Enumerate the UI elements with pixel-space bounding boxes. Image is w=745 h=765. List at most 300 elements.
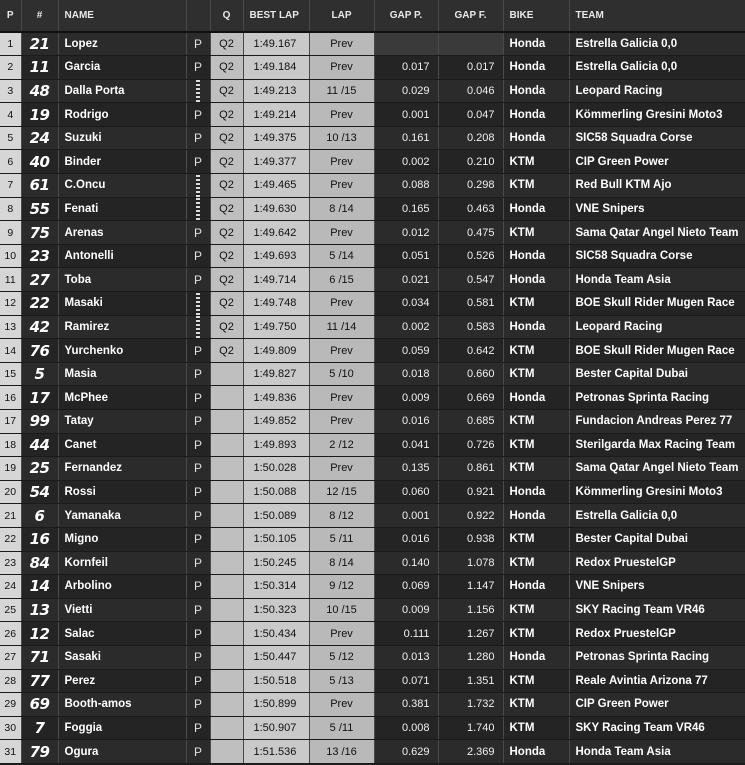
position-cell: 6 <box>0 150 21 174</box>
header-gap-prev[interactable]: GAP P. <box>374 0 438 32</box>
gap-previous: 0.381 <box>374 693 438 717</box>
best-lap-time: 1:49.714 <box>243 268 309 292</box>
qualifying-group <box>210 410 243 434</box>
rider-name: Ogura <box>58 740 186 764</box>
rider-number: 54 <box>21 480 58 504</box>
lap-count: 11 /15 <box>309 79 374 103</box>
gap-first: 0.210 <box>438 150 503 174</box>
position-cell: 4 <box>0 103 21 127</box>
qualifying-group <box>210 480 243 504</box>
best-lap-time: 1:50.105 <box>243 527 309 551</box>
pit-indicator: P <box>186 716 210 740</box>
header-lap[interactable]: LAP <box>309 0 374 32</box>
gap-previous: 0.060 <box>374 480 438 504</box>
rider-name: Masaki <box>58 292 186 316</box>
lap-count: 11 /14 <box>309 315 374 339</box>
table-row[interactable] <box>0 103 745 127</box>
lap-count: Prev <box>309 410 374 434</box>
rider-name: Migno <box>58 527 186 551</box>
position-cell: 19 <box>0 457 21 481</box>
best-lap-time: 1:50.089 <box>243 504 309 528</box>
qualifying-group: Q2 <box>210 244 243 268</box>
header-team[interactable]: TEAM <box>569 0 745 32</box>
gap-first: 2.369 <box>438 740 503 764</box>
rider-name: Toba <box>58 268 186 292</box>
rider-number: 48 <box>21 79 58 103</box>
table-row[interactable] <box>0 126 745 150</box>
rider-name: Dalla Porta <box>58 79 186 103</box>
best-lap-time: 1:50.518 <box>243 669 309 693</box>
position-cell: 14 <box>0 339 21 363</box>
bike-manufacturer: Honda <box>503 126 569 150</box>
position-cell: 29 <box>0 693 21 717</box>
bike-manufacturer: Honda <box>503 244 569 268</box>
gap-first: 1.147 <box>438 575 503 599</box>
table-row[interactable] <box>0 433 745 457</box>
team-name: Petronas Sprinta Racing <box>569 645 745 669</box>
pit-indicator: P <box>186 362 210 386</box>
gap-previous: 0.002 <box>374 150 438 174</box>
best-lap-time: 1:50.907 <box>243 716 309 740</box>
team-name: Sama Qatar Angel Nieto Team <box>569 221 745 245</box>
rider-name: Sasaki <box>58 645 186 669</box>
pit-indicator: P <box>186 150 210 174</box>
lap-count: Prev <box>309 221 374 245</box>
gap-previous: 0.001 <box>374 103 438 127</box>
qualifying-group <box>210 598 243 622</box>
rider-name: Rodrigo <box>58 103 186 127</box>
best-lap-time: 1:50.447 <box>243 645 309 669</box>
rider-number: 16 <box>21 527 58 551</box>
gap-first: 0.938 <box>438 527 503 551</box>
rider-name: Booth-amos <box>58 693 186 717</box>
pit-indicator: P <box>186 622 210 646</box>
qualifying-group <box>210 362 243 386</box>
gap-previous: 0.051 <box>374 244 438 268</box>
rider-name: C.Oncu <box>58 174 186 198</box>
bike-manufacturer: KTM <box>503 598 569 622</box>
lap-count: Prev <box>309 339 374 363</box>
team-name: SIC58 Squadra Corse <box>569 244 745 268</box>
rider-name: Binder <box>58 150 186 174</box>
qualifying-group <box>210 693 243 717</box>
rider-number: 77 <box>21 669 58 693</box>
position-cell: 18 <box>0 433 21 457</box>
table-row[interactable] <box>0 527 745 551</box>
table-row[interactable] <box>0 150 745 174</box>
qualifying-group: Q2 <box>210 150 243 174</box>
rider-number: 21 <box>21 32 58 56</box>
table-row[interactable] <box>0 339 745 363</box>
best-lap-time: 1:49.827 <box>243 362 309 386</box>
bike-manufacturer: Honda <box>503 386 569 410</box>
lap-count: Prev <box>309 150 374 174</box>
position-cell: 25 <box>0 598 21 622</box>
table-body <box>0 32 745 763</box>
rider-name: McPhee <box>58 386 186 410</box>
gap-previous: 0.012 <box>374 221 438 245</box>
lap-count: 5 /11 <box>309 716 374 740</box>
lap-count: 5 /11 <box>309 527 374 551</box>
position-cell: 2 <box>0 56 21 80</box>
team-name: VNE Snipers <box>569 575 745 599</box>
qualifying-group <box>210 504 243 528</box>
gap-previous: 0.161 <box>374 126 438 150</box>
table-row[interactable] <box>0 551 745 575</box>
table-row[interactable] <box>0 410 745 434</box>
rider-number: 5 <box>21 362 58 386</box>
gap-previous: 0.009 <box>374 598 438 622</box>
table-row[interactable] <box>0 244 745 268</box>
rider-name: Antonelli <box>58 244 186 268</box>
rider-name: Salac <box>58 622 186 646</box>
lap-count: Prev <box>309 693 374 717</box>
position-cell: 22 <box>0 527 21 551</box>
qualifying-group <box>210 457 243 481</box>
rider-number: 22 <box>21 292 58 316</box>
table-row[interactable] <box>0 598 745 622</box>
rider-number: 14 <box>21 575 58 599</box>
rider-number: 19 <box>21 103 58 127</box>
position-cell: 5 <box>0 126 21 150</box>
team-name: BOE Skull Rider Mugen Race <box>569 292 745 316</box>
checkered-flag-icon <box>186 174 210 198</box>
bike-manufacturer: Honda <box>503 103 569 127</box>
gap-previous: 0.041 <box>374 433 438 457</box>
best-lap-time: 1:50.028 <box>243 457 309 481</box>
position-cell: 8 <box>0 197 21 221</box>
team-name: Bester Capital Dubai <box>569 527 745 551</box>
bike-manufacturer: Honda <box>503 32 569 56</box>
position-cell: 9 <box>0 221 21 245</box>
rider-name: Arbolino <box>58 575 186 599</box>
lap-count: Prev <box>309 457 374 481</box>
team-name: Bester Capital Dubai <box>569 362 745 386</box>
rider-number: 23 <box>21 244 58 268</box>
gap-first: 0.547 <box>438 268 503 292</box>
gap-previous: 0.021 <box>374 268 438 292</box>
bike-manufacturer: KTM <box>503 150 569 174</box>
bike-manufacturer: KTM <box>503 339 569 363</box>
lap-count: 5 /10 <box>309 362 374 386</box>
qualifying-group <box>210 433 243 457</box>
team-name: Sama Qatar Angel Nieto Team <box>569 457 745 481</box>
qualifying-group <box>210 645 243 669</box>
bike-manufacturer: Honda <box>503 315 569 339</box>
lap-count: 12 /15 <box>309 480 374 504</box>
table-row[interactable] <box>0 669 745 693</box>
team-name: Estrella Galicia 0,0 <box>569 32 745 56</box>
header-gap-first[interactable]: GAP F. <box>438 0 503 32</box>
pit-indicator: P <box>186 386 210 410</box>
team-name: Petronas Sprinta Racing <box>569 386 745 410</box>
header-name[interactable]: NAME <box>58 0 186 32</box>
rider-number: 84 <box>21 551 58 575</box>
qualifying-group <box>210 527 243 551</box>
gap-previous: 0.002 <box>374 315 438 339</box>
bike-manufacturer: KTM <box>503 174 569 198</box>
position-cell: 15 <box>0 362 21 386</box>
best-lap-time: 1:49.693 <box>243 244 309 268</box>
table-row[interactable] <box>0 268 745 292</box>
table-row[interactable] <box>0 79 745 103</box>
position-cell: 24 <box>0 575 21 599</box>
gap-first: 1.078 <box>438 551 503 575</box>
rider-number: 27 <box>21 268 58 292</box>
lap-count: 5 /13 <box>309 669 374 693</box>
bike-manufacturer: Honda <box>503 645 569 669</box>
gap-first: 1.740 <box>438 716 503 740</box>
gap-first: 0.726 <box>438 433 503 457</box>
header-bike[interactable]: BIKE <box>503 0 569 32</box>
gap-previous: 0.013 <box>374 645 438 669</box>
table-row[interactable] <box>0 740 745 764</box>
position-cell: 12 <box>0 292 21 316</box>
bike-manufacturer: KTM <box>503 551 569 575</box>
bike-manufacturer: KTM <box>503 457 569 481</box>
qualifying-group <box>210 575 243 599</box>
bike-manufacturer: KTM <box>503 221 569 245</box>
gap-first: 0.047 <box>438 103 503 127</box>
team-name: Redox PruestelGP <box>569 622 745 646</box>
table-row[interactable] <box>0 716 745 740</box>
lap-count: 13 /16 <box>309 740 374 764</box>
header-best-lap[interactable]: BEST LAP <box>243 0 309 32</box>
header-pit <box>186 0 210 32</box>
team-name: SKY Racing Team VR46 <box>569 598 745 622</box>
gap-first: 0.475 <box>438 221 503 245</box>
pit-indicator: P <box>186 645 210 669</box>
rider-number: 12 <box>21 622 58 646</box>
gap-first: 1.267 <box>438 622 503 646</box>
table-row[interactable] <box>0 480 745 504</box>
gap-previous: 0.629 <box>374 740 438 764</box>
best-lap-time: 1:50.245 <box>243 551 309 575</box>
table-row[interactable] <box>0 457 745 481</box>
gap-first: 0.581 <box>438 292 503 316</box>
gap-first: 0.526 <box>438 244 503 268</box>
qualifying-group: Q2 <box>210 339 243 363</box>
table-row[interactable] <box>0 197 745 221</box>
qualifying-group <box>210 669 243 693</box>
qualifying-group: Q2 <box>210 197 243 221</box>
table-row[interactable] <box>0 386 745 410</box>
rider-name: Vietti <box>58 598 186 622</box>
rider-name: Suzuki <box>58 126 186 150</box>
table-row[interactable] <box>0 693 745 717</box>
gap-first: 0.642 <box>438 339 503 363</box>
best-lap-time: 1:49.748 <box>243 292 309 316</box>
best-lap-time: 1:50.323 <box>243 598 309 622</box>
gap-previous: 0.034 <box>374 292 438 316</box>
gap-previous: 0.059 <box>374 339 438 363</box>
best-lap-time: 1:49.213 <box>243 79 309 103</box>
team-name: Honda Team Asia <box>569 740 745 764</box>
best-lap-time: 1:50.899 <box>243 693 309 717</box>
table-row[interactable] <box>0 362 745 386</box>
team-name: Redox PruestelGP <box>569 551 745 575</box>
rider-number: 40 <box>21 150 58 174</box>
rider-name: Foggia <box>58 716 186 740</box>
position-cell: 10 <box>0 244 21 268</box>
gap-previous: 0.017 <box>374 56 438 80</box>
bike-manufacturer: KTM <box>503 693 569 717</box>
position-cell: 26 <box>0 622 21 646</box>
qualifying-group <box>210 551 243 575</box>
team-name: Kömmerling Gresini Moto3 <box>569 480 745 504</box>
rider-name: Rossi <box>58 480 186 504</box>
pit-indicator: P <box>186 598 210 622</box>
best-lap-time: 1:49.375 <box>243 126 309 150</box>
header-qualifying[interactable]: Q <box>210 0 243 32</box>
qualifying-group: Q2 <box>210 56 243 80</box>
table-row[interactable] <box>0 174 745 198</box>
table-row[interactable] <box>0 315 745 339</box>
pit-indicator: P <box>186 693 210 717</box>
team-name: SKY Racing Team VR46 <box>569 716 745 740</box>
best-lap-time: 1:50.314 <box>243 575 309 599</box>
gap-first: 0.208 <box>438 126 503 150</box>
bike-manufacturer: KTM <box>503 622 569 646</box>
header-position[interactable]: P <box>0 0 21 32</box>
gap-first: 0.046 <box>438 79 503 103</box>
position-cell: 13 <box>0 315 21 339</box>
bike-manufacturer: KTM <box>503 292 569 316</box>
pit-indicator: P <box>186 740 210 764</box>
table-row[interactable] <box>0 645 745 669</box>
best-lap-time: 1:49.377 <box>243 150 309 174</box>
lap-count: 10 /15 <box>309 598 374 622</box>
pit-indicator: P <box>186 32 210 56</box>
pit-indicator: P <box>186 575 210 599</box>
table-row[interactable] <box>0 221 745 245</box>
team-name: Estrella Galicia 0,0 <box>569 504 745 528</box>
rider-name: Tatay <box>58 410 186 434</box>
lap-count: 5 /14 <box>309 244 374 268</box>
best-lap-time: 1:49.184 <box>243 56 309 80</box>
table-row[interactable] <box>0 622 745 646</box>
team-name: SIC58 Squadra Corse <box>569 126 745 150</box>
qualifying-group: Q2 <box>210 174 243 198</box>
position-cell: 3 <box>0 79 21 103</box>
position-cell: 7 <box>0 174 21 198</box>
pit-indicator: P <box>186 410 210 434</box>
lap-count: Prev <box>309 386 374 410</box>
gap-previous: 0.016 <box>374 527 438 551</box>
lap-count: Prev <box>309 292 374 316</box>
rider-number: 99 <box>21 410 58 434</box>
rider-name: Perez <box>58 669 186 693</box>
table-row[interactable] <box>0 575 745 599</box>
rider-number: 7 <box>21 716 58 740</box>
bike-manufacturer: KTM <box>503 716 569 740</box>
gap-previous: 0.135 <box>374 457 438 481</box>
lap-count: Prev <box>309 32 374 56</box>
lap-count: Prev <box>309 622 374 646</box>
pit-indicator: P <box>186 669 210 693</box>
position-cell: 28 <box>0 669 21 693</box>
lap-count: 9 /12 <box>309 575 374 599</box>
gap-previous: 0.111 <box>374 622 438 646</box>
lap-count: 8 /14 <box>309 551 374 575</box>
table-row[interactable] <box>0 292 745 316</box>
best-lap-time: 1:49.836 <box>243 386 309 410</box>
bike-manufacturer: Honda <box>503 197 569 221</box>
pit-indicator: P <box>186 480 210 504</box>
qualifying-group: Q2 <box>210 268 243 292</box>
header-number[interactable]: # <box>21 0 58 32</box>
bike-manufacturer: KTM <box>503 410 569 434</box>
gap-first: 1.732 <box>438 693 503 717</box>
lap-count: 8 /14 <box>309 197 374 221</box>
pit-indicator: P <box>186 457 210 481</box>
qualifying-group <box>210 740 243 764</box>
position-cell: 1 <box>0 32 21 56</box>
bike-manufacturer: KTM <box>503 362 569 386</box>
qualifying-group: Q2 <box>210 32 243 56</box>
position-cell: 30 <box>0 716 21 740</box>
best-lap-time: 1:50.434 <box>243 622 309 646</box>
rider-number: 76 <box>21 339 58 363</box>
rider-number: 61 <box>21 174 58 198</box>
best-lap-time: 1:49.167 <box>243 32 309 56</box>
table-row[interactable] <box>0 504 745 528</box>
rider-name: Yurchenko <box>58 339 186 363</box>
pit-indicator: P <box>186 527 210 551</box>
bike-manufacturer: Honda <box>503 480 569 504</box>
team-name: CIP Green Power <box>569 150 745 174</box>
rider-number: 25 <box>21 457 58 481</box>
pit-indicator: P <box>186 126 210 150</box>
position-cell: 31 <box>0 740 21 764</box>
checkered-flag-icon <box>186 292 210 316</box>
rider-name: Canet <box>58 433 186 457</box>
team-name: Leopard Racing <box>569 79 745 103</box>
position-cell: 16 <box>0 386 21 410</box>
gap-first: 1.156 <box>438 598 503 622</box>
rider-number: 79 <box>21 740 58 764</box>
gap-previous: 0.001 <box>374 504 438 528</box>
lap-count: 2 /12 <box>309 433 374 457</box>
table-header-row <box>0 0 745 32</box>
rider-number: 69 <box>21 693 58 717</box>
rider-number: 24 <box>21 126 58 150</box>
gap-previous: 0.016 <box>374 410 438 434</box>
rider-number: 55 <box>21 197 58 221</box>
gap-first <box>438 32 503 56</box>
lap-count: Prev <box>309 103 374 127</box>
gap-previous: 0.029 <box>374 79 438 103</box>
gap-previous: 0.008 <box>374 716 438 740</box>
position-cell: 21 <box>0 504 21 528</box>
table-row[interactable] <box>0 32 745 56</box>
gap-first: 1.351 <box>438 669 503 693</box>
table-row[interactable] <box>0 56 745 80</box>
gap-previous: 0.069 <box>374 575 438 599</box>
position-cell: 23 <box>0 551 21 575</box>
rider-name: Kornfeil <box>58 551 186 575</box>
qualifying-group: Q2 <box>210 103 243 127</box>
team-name: CIP Green Power <box>569 693 745 717</box>
best-lap-time: 1:49.465 <box>243 174 309 198</box>
best-lap-time: 1:49.750 <box>243 315 309 339</box>
gap-first: 0.583 <box>438 315 503 339</box>
best-lap-time: 1:49.809 <box>243 339 309 363</box>
rider-number: 42 <box>21 315 58 339</box>
gap-previous: 0.009 <box>374 386 438 410</box>
pit-indicator: P <box>186 504 210 528</box>
rider-number: 17 <box>21 386 58 410</box>
